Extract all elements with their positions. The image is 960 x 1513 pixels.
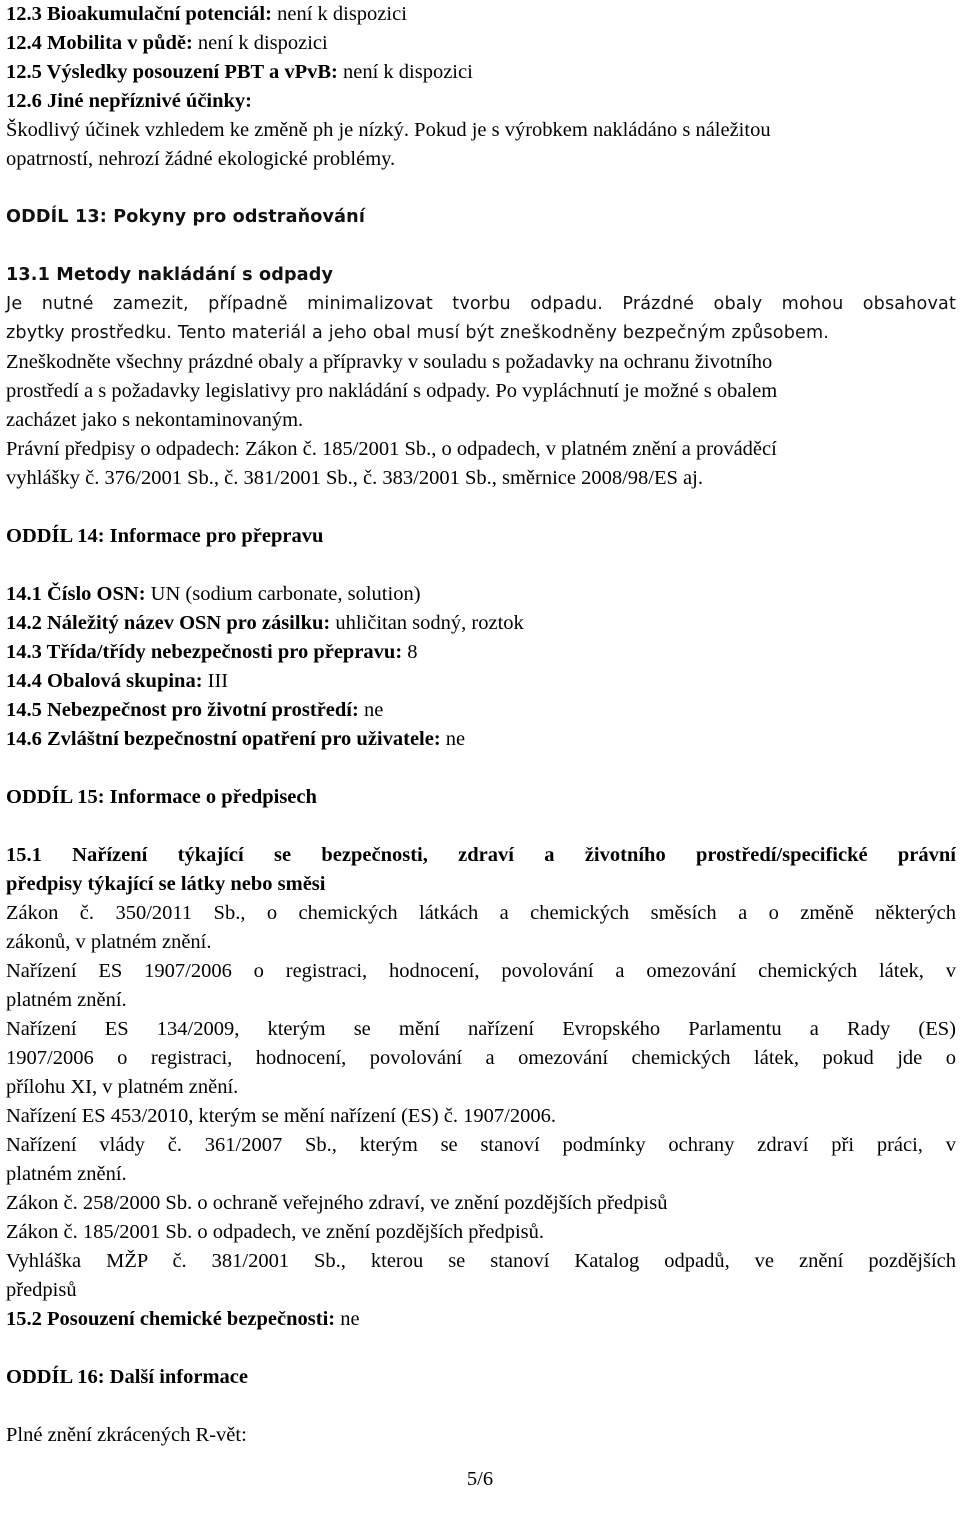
item-15-1-label-line: předpisy týkající se látky nebo směsi [6,873,326,895]
regulation-line [6,1015,956,1044]
paragraph-line: prostředí a s požadavky legislativy pro nakládání s odpady. Po vypláchnutí je možné s obalem [6,380,778,402]
item-label: 14.5 Nebezpečnost pro životní prostředí: [6,699,359,721]
item-14-6 [6,725,956,754]
item-15-2 [6,1305,956,1334]
item-12-6-text-line: opatrností, nehrozí žádné ekologické problémy. [6,148,396,170]
item-12-4 [6,29,956,58]
regulation-text: Zákon č. 350/2011 Sb., o chemických látkách a chemických směsích a o změně některých [6,902,956,924]
item-14-4 [6,667,956,696]
page-number: 5/6 [466,1468,494,1490]
item-label: 14.4 Obalová skupina: [6,670,203,692]
item-12-6-label: 12.6 Jiné nepříznivé účinky: [6,90,253,112]
section-16-heading: ODDÍL 16: Další informace [6,1366,248,1388]
spacer [6,551,956,580]
item-label: 14.1 Číslo OSN: [6,583,146,605]
regulation-text: Nařízení vlády č. 361/2007 Sb., kterým se stanoví podmínky ochrany zdraví při práci, v [6,1134,956,1156]
regulation-line: platném znění. [6,989,127,1011]
item-12-5 [6,58,956,87]
item-label-text: 15.1 Nařízení týkající se bezpečnosti, zdraví a životního prostředí/specifické právní [6,844,956,866]
regulation-line: platném znění. [6,1163,127,1185]
item-12-3 [6,0,956,29]
regulation-text: Vyhláška MŽP č. 381/2001 Sb., kterou se stanoví Katalog odpadů, ve znění pozdějších [6,1250,956,1272]
regulation-line [6,1131,956,1160]
item-12-6-text-line: Škodlivý účinek vzhledem ke změně ph je nízký. Pokud je s výrobkem nakládáno s náležitou [6,119,771,141]
item-value: není k dispozici [271,3,407,25]
paragraph-line: Zneškodněte všechny prázdné obaly a přípravky v souladu s požadavky na ochranu životního [6,351,773,373]
item-value: ne [335,1308,360,1330]
regulation-line: zákonů, v platném znění. [6,931,212,953]
item-15-1-label-line [6,841,956,870]
item-13-1-label: 13.1 Metody nakládání s odpady [6,265,334,285]
regulation-line [6,957,956,986]
spacer [6,1392,956,1421]
item-14-5 [6,696,956,725]
item-value: III [202,670,229,692]
paragraph-line [6,290,956,319]
item-label: 14.6 Zvláštní bezpečnostní opatření pro uživatele: [6,728,441,750]
spacer [6,493,956,522]
item-14-2 [6,609,956,638]
item-label: 14.3 Třída/třídy nebezpečnosti pro přepravu: [6,641,403,663]
document-page [6,0,956,1450]
section-15-heading: ODDÍL 15: Informace o předpisech [6,786,317,808]
paragraph-text: Je nutné zamezit, případně minimalizovat tvorbu odpadu. Prázdné obaly mohou obsahovat [6,294,956,314]
spacer [6,812,956,841]
regulation-text: Nařízení ES 134/2009, kterým se mění nařízení Evropského Parlamentu a Rady (ES) [6,1018,956,1040]
paragraph-line: zacházet jako s nekontaminovaným. [6,409,304,431]
paragraph-line [6,319,956,348]
item-label: 12.4 Mobilita v půdě: [6,32,193,54]
item-14-1 [6,580,956,609]
paragraph-line: vyhlášky č. 376/2001 Sb., č. 381/2001 Sb., č. 383/2001 Sb., směrnice 2008/98/ES aj. [6,467,703,489]
spacer [6,232,956,261]
regulation-line: přílohu XI, v platném znění. [6,1076,239,1098]
spacer [6,1334,956,1363]
item-value: ne [358,699,384,721]
regulation-line [6,1044,956,1073]
regulation-text: 1907/2006 o registraci, hodnocení, povolování a omezování chemických látek, pokud jde o [6,1047,956,1069]
item-value: uhličitan sodný, roztok [330,612,524,634]
spacer [6,174,956,203]
regulation-text: Nařízení ES 1907/2006 o registraci, hodnocení, povolování a omezování chemických látek, v [6,960,956,982]
item-value: ne [440,728,466,750]
regulation-line: Nařízení ES 453/2010, kterým se mění nařízení (ES) č. 1907/2006. [6,1105,556,1127]
regulation-line [6,1247,956,1276]
section-14-heading: ODDÍL 14: Informace pro přepravu [6,525,324,547]
item-value: 8 [402,641,418,663]
regulation-line: Zákon č. 185/2001 Sb. o odpadech, ve znění pozdějších předpisů. [6,1221,544,1243]
section-16-text: Plné znění zkrácených R-vět: [6,1424,247,1446]
paragraph-text: zbytky prostředku. Tento materiál a jeho obal musí být zneškodněny bezpečným způsobem. [6,323,830,343]
item-value: není k dispozici [192,32,328,54]
item-label: 15.2 Posouzení chemické bezpečnosti: [6,1308,336,1330]
regulation-line [6,899,956,928]
spacer [6,754,956,783]
item-value: není k dispozici [337,61,473,83]
regulation-line: Zákon č. 258/2000 Sb. o ochraně veřejného zdraví, ve znění pozdějších předpisů [6,1192,668,1214]
regulation-line: předpisů [6,1279,77,1301]
item-label: 12.5 Výsledky posouzení PBT a vPvB: [6,61,338,83]
item-label: 14.2 Náležitý název OSN pro zásilku: [6,612,331,634]
section-13-heading: ODDÍL 13: Pokyny pro odstraňování [6,207,366,227]
item-value: UN (sodium carbonate, solution) [145,583,421,605]
item-14-3 [6,638,956,667]
item-label: 12.3 Bioakumulační potenciál: [6,3,272,25]
paragraph-line: Právní předpisy o odpadech: Zákon č. 185/2001 Sb., o odpadech, v platném znění a prováděcí [6,438,777,460]
